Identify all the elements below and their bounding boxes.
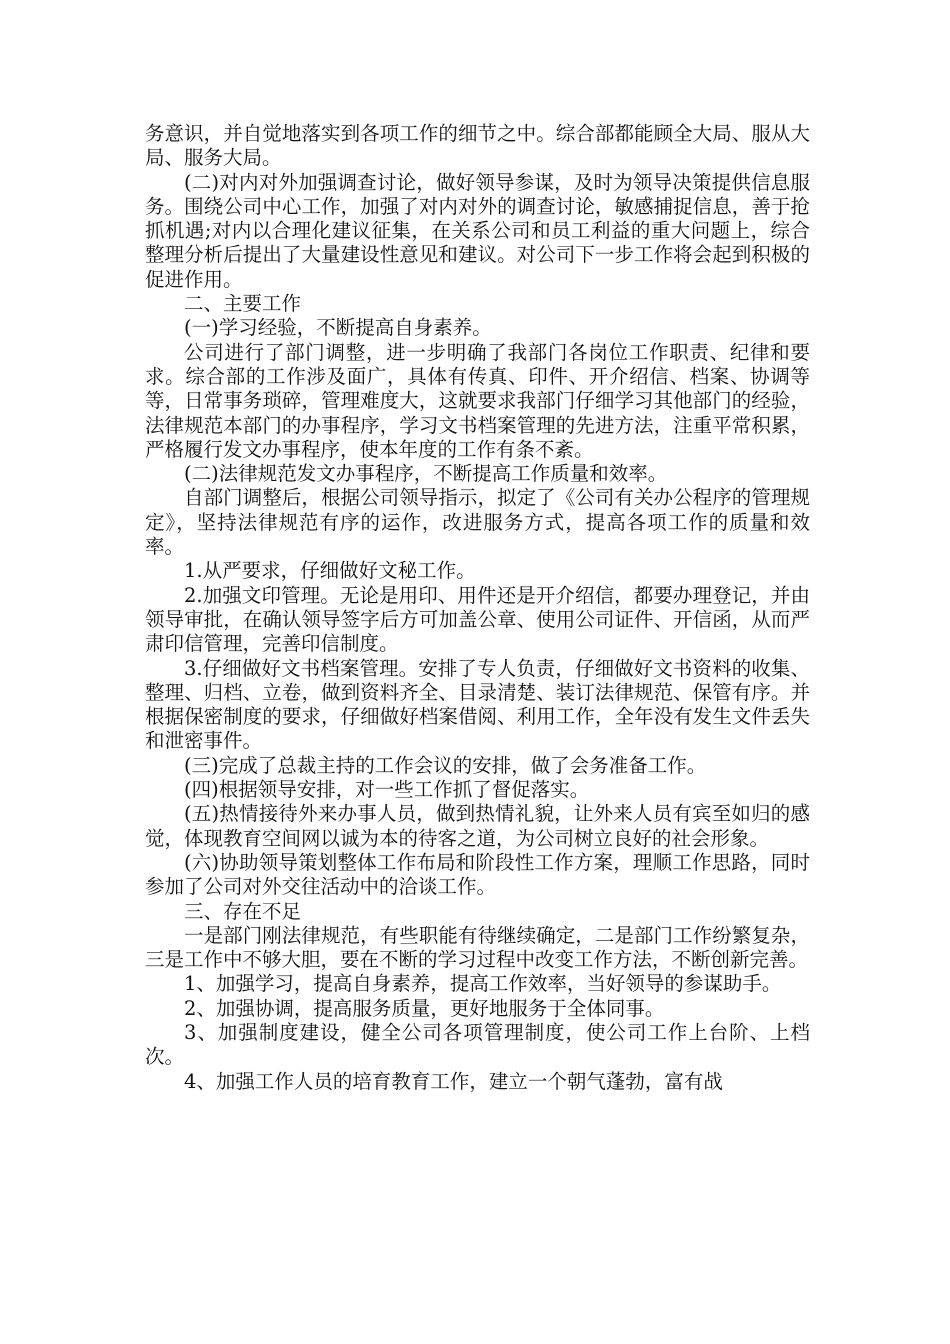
- paragraph: 4、加强工作人员的培育教育工作，建立一个朝气蓬勃，富有战: [184, 1069, 723, 1093]
- paragraph: (四)根据领导安排，对一些工作抓了督促落实。: [184, 778, 590, 802]
- paragraph: 3.仔细做好文书档案管理。安排了专人负责，仔细做好文书资料的收集、整理、归档、立卷，做到资料齐全、目录清楚、装订法律规范、保管有序。并根据保密制度的要求，仔细做好档案借阅、利用工作，全年没有发生文件丢失和泄密事件。: [145, 656, 810, 753]
- paragraph: (一)学习经验，不断提高自身素养。: [184, 316, 492, 340]
- paragraph: 三、存在不足: [184, 899, 302, 923]
- document-body: [145, 122, 810, 1094]
- paragraph: 二、主要工作: [184, 292, 302, 316]
- paragraph: 1、加强学习，提高自身素养，提高工作效率，当好领导的参谋助手。: [184, 972, 782, 996]
- paragraph: 2、加强协调，提高服务质量，更好地服务于全体同事。: [184, 996, 665, 1020]
- paragraph: (二)法律规范发文办事程序，不断提高工作质量和效率。: [184, 462, 668, 486]
- paragraph: 公司进行了部门调整，进一步明确了我部门各岗位工作职责、纪律和要求。综合部的工作涉及面广，具体有传真、印件、开介绍信、档案、协调等等，日常事务琐碎，管理难度大，这就要求我部门仔细学习其他部门的经验，法律规范本部门的办事程序，学习文书档案管理的先进方法，注重平常积累，严格履行发文办事程序，使本年度的工作有条不紊。: [145, 340, 810, 461]
- paragraph: 1.从严要求，仔细做好文秘工作。: [184, 559, 476, 583]
- paragraph: 自部门调整后，根据公司领导指示，拟定了《公司有关办公程序的管理规定》，坚持法律规范有序的运作，改进服务方式，提高各项工作的质量和效率。: [145, 486, 810, 559]
- paragraph: (五)热情接待外来办事人员，做到热情礼貌，让外来人员有宾至如归的感觉，体现教育空间网以诚为本的待客之道，为公司树立良好的社会形象。: [145, 802, 810, 850]
- paragraph: (三)完成了总裁主持的工作会议的安排，做了会务准备工作。: [184, 753, 707, 777]
- paragraph: 2.加强文印管理。无论是用印、用件还是开介绍信，都要办理登记，并由领导审批，在确认领导签字后方可加盖公章、使用公司证件、开信函，从而严肃印信管理，完善印信制度。: [145, 583, 810, 656]
- paragraph: 3、加强制度建设，健全公司各项管理制度，使公司工作上台阶、上档次。: [145, 1020, 810, 1069]
- paragraph: 务意识，并自觉地落实到各项工作的细节之中。综合部都能顾全大局、服从大局、服务大局。: [145, 122, 810, 170]
- paragraph: (六)协助领导策划整体工作布局和阶段性工作方案，理顺工作思路，同时参加了公司对外交往活动中的洽谈工作。: [145, 850, 810, 899]
- paragraph: 一是部门刚法律规范，有些职能有待继续确定，二是部门工作纷繁复杂，三是工作中不够大胆，要在不断的学习过程中改变工作方法，不断创新完善。: [145, 923, 810, 972]
- paragraph: (二)对内对外加强调查讨论，做好领导参谋，及时为领导决策提供信息服务。围绕公司中心工作，加强了对内对外的调查讨论，敏感捕捉信息，善于抢抓机遇;对内以合理化建议征集，在关系公司和员工利益的重大问题上，综合整理分析后提出了大量建设性意见和建议。对公司下一步工作将会起到积极的促进作用。: [145, 170, 810, 291]
